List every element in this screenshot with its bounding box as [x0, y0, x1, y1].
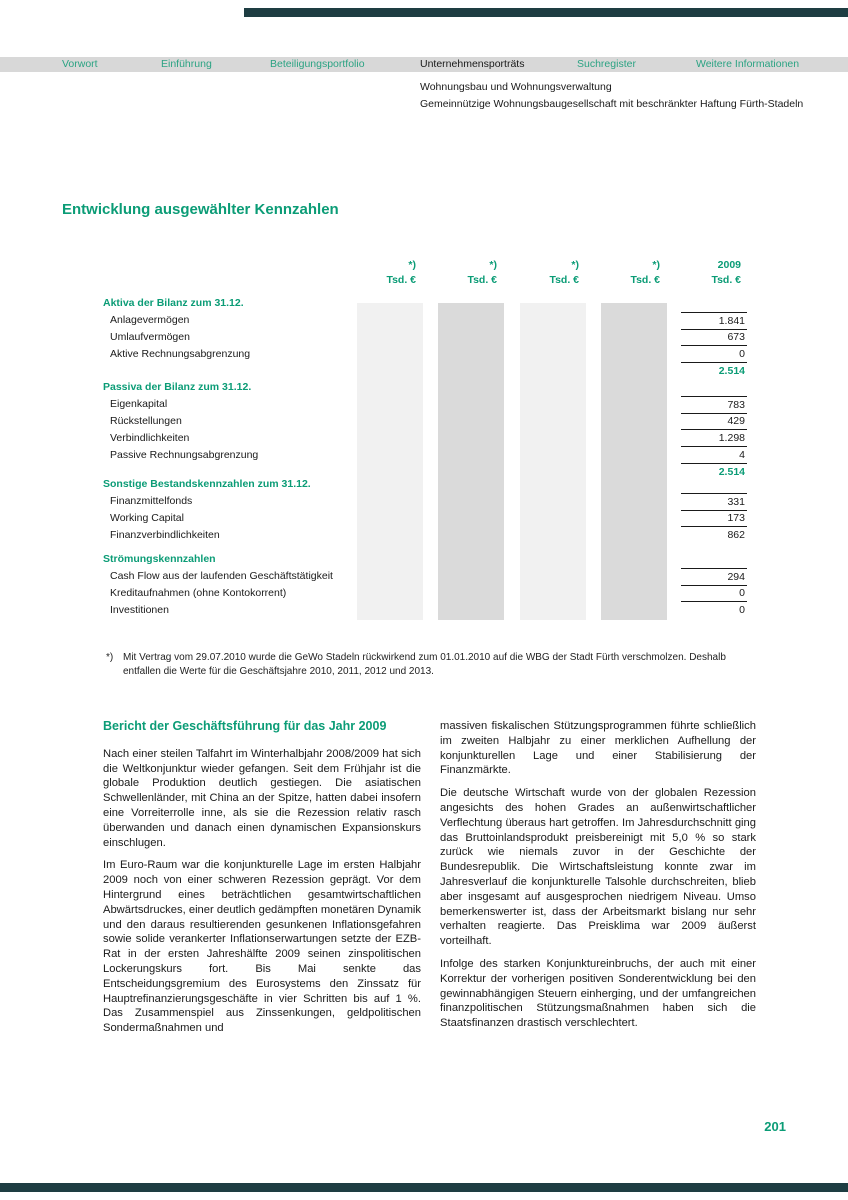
table-row — [0, 396, 848, 413]
page-title: Entwicklung ausgewählter Kennzahlen — [62, 201, 339, 218]
row-value-2009: 429 — [681, 413, 747, 430]
row-label: Eigenkapital — [110, 398, 168, 410]
row-value-2009: 331 — [681, 493, 747, 511]
section-title: Passiva der Bilanz zum 31.12. — [103, 381, 252, 393]
bottom-accent-bar — [0, 1183, 848, 1192]
column-header-footnote-mark: *) — [571, 259, 579, 271]
report-paragraph: Infolge des starken Konjunktureinbruchs, der auch mit einer Korrektur der vorherigen positiven Sonderentwicklung bei den gewinnabhängigen Steuern einherging, und der umfangreichen finanzpolitischen Stützungsmaßnahmen haben sich die Staatsfinanzen drastisch verschlechtert. — [440, 957, 756, 1030]
page-number: 201 — [764, 1119, 786, 1134]
report-paragraph: Im Euro-Raum war die konjunkturelle Lage im ersten Halbjahr 2009 noch von einer schweren Rezession geprägt. Vor dem Hintergrund eines beträchtlichen gesamtwirtschaftlichen Abwärtsdruckes, einer deutlich gedämpften monetären Dynamik und den daraus resultierenden gesunkenen Inflationsgefahren sowie solide verankerter Inflationserwartungen setzte der EZB-Rat in der ersten Jahreshälfte 2009 seinen zinspolitischen Lockerungskurs fort. Bis Mai senkte das Entscheidungsgremium des Eurosystems den Zinssatz für Hauptrefinanzierungsgeschäfte in vier Schritten bis auf 1 %. Das Zusammenspiel aus Zinssenkungen, geldpolitischen Sondermaßnahmen und — [103, 859, 421, 1035]
table-row — [0, 346, 848, 363]
row-label: Anlagevermögen — [110, 314, 190, 326]
row-value-2009: 0 — [739, 604, 745, 616]
table-row — [0, 602, 848, 619]
nav-item-unternehmensportraets[interactable]: Unternehmensporträts — [420, 58, 525, 70]
column-header-footnote-mark: *) — [489, 259, 497, 271]
table-row — [0, 312, 848, 329]
table-footnote — [106, 651, 748, 679]
section-breadcrumb — [420, 79, 803, 112]
table-total-row — [0, 363, 848, 380]
table-row — [0, 527, 848, 544]
row-label: Passive Rechnungsabgrenzung — [110, 449, 259, 461]
nav-item-suchregister[interactable]: Suchregister — [577, 58, 636, 70]
breadcrumb-company: Gemeinnützige Wohnungsbaugesellschaft mit beschränkter Haftung Fürth-Stadeln — [420, 97, 804, 110]
report-paragraph: Nach einer steilen Talfahrt im Winterhalbjahr 2008/2009 hat sich die Weltkonjunktur wieder gefangen. Seit dem Frühjahr ist die globale Produktion deutlich gestiegen. Die asiatischen Schwellenländer, mit China an der Spitze, hatten dabei insofern eine Vorreiterrolle inne, als sie die Rezession relativ rasch überwanden und danach einen dynamischen Expansionskurs einschlugen. — [103, 747, 421, 849]
column-header-unit: Tsd. € — [630, 274, 660, 286]
table-section-stroemungskennzahlen — [0, 551, 848, 619]
row-label: Umlaufvermögen — [110, 331, 190, 343]
row-value-2009: 4 — [681, 447, 747, 464]
report-paragraph: massiven fiskalischen Stützungsprogrammen führte schließlich im zweiten Halbjahr zu einer merklichen Aufhellung der konjunkturellen Lage und einer Stabilisierung der Finanzmärkte. — [440, 720, 756, 777]
row-label: Kreditaufnahmen (ohne Kontokorrent) — [110, 587, 287, 599]
table-row — [0, 430, 848, 447]
nav-item-einfuehrung[interactable]: Einführung — [161, 58, 212, 70]
column-header-year: 2009 — [717, 259, 741, 271]
footnote-text: Mit Vertrag vom 29.07.2010 wurde die GeWo Stadeln rückwirkend zum 01.01.2010 auf die WBG der Stadt Fürth verschmolzen. Deshalb entfallen die Werte für die Geschäftsjahre 2010, 2011, 2012 und 2013. — [123, 652, 726, 677]
column-header-unit: Tsd. € — [386, 274, 416, 286]
report-paragraph: Die deutsche Wirtschaft wurde von der globalen Rezession angesichts des hohen Grades an außenwirtschaftlicher Verflechtung überaus hart getroffen. Im Jahresdurchschnitt ging das Bruttoinlandsprodukt preisbereinigt mit 5,0 % so stark zurück wie niemals zuvor in der Geschichte der Bundesrepublik. Die Wirtschaftsleistung konnte zwar im Jahresverlauf die konjunkturelle Talsohle durchschreiten, blieb aber insgesamt auf ausgesprochen niedrigem Niveau. Umso bemerkenswerter ist, dass der Arbeitsmarkt bislang nur sehr verhalten reagierte. Das Preisklima war 2009 äußerst vorteilhaft. — [440, 787, 756, 948]
report-column-right — [440, 719, 756, 1039]
column-header-unit: Tsd. € — [467, 274, 497, 286]
report-column-left — [103, 719, 421, 1044]
table-section-aktiva — [0, 295, 848, 380]
section-title: Strömungskennzahlen — [103, 553, 216, 565]
section-title: Aktiva der Bilanz zum 31.12. — [103, 297, 244, 309]
column-header-unit: Tsd. € — [711, 274, 741, 286]
row-label: Investitionen — [110, 604, 169, 616]
column-header-unit: Tsd. € — [549, 274, 579, 286]
nav-item-vorwort[interactable]: Vorwort — [62, 58, 98, 70]
row-value-2009: 1.841 — [681, 312, 747, 330]
table-row — [0, 493, 848, 510]
row-label: Cash Flow aus der laufenden Geschäftstätigkeit — [110, 570, 333, 582]
table-row — [0, 447, 848, 464]
table-row — [0, 510, 848, 527]
nav-item-beteiligungsportfolio[interactable]: Beteiligungsportfolio — [270, 58, 365, 70]
section-title: Sonstige Bestandskennzahlen zum 31.12. — [103, 478, 311, 490]
row-value-2009: 783 — [681, 396, 747, 414]
row-label: Rückstellungen — [110, 415, 182, 427]
nav-item-weitere-informationen[interactable]: Weitere Informationen — [696, 58, 800, 70]
row-label: Working Capital — [110, 512, 184, 524]
section-total-2009: 2.514 — [718, 466, 745, 478]
row-value-2009: 173 — [681, 510, 747, 527]
row-label: Aktive Rechnungsabgrenzung — [110, 348, 251, 360]
column-header-footnote-mark: *) — [652, 259, 660, 271]
row-label: Finanzverbindlichkeiten — [110, 529, 220, 541]
row-value-2009: 1.298 — [681, 430, 747, 447]
breadcrumb-category: Wohnungsbau und Wohnungsverwaltung — [420, 81, 612, 93]
table-row — [0, 585, 848, 602]
table-section-passiva — [0, 379, 848, 481]
section-total-2009: 2.514 — [718, 365, 745, 377]
row-value-2009: 862 — [727, 529, 745, 541]
table-section-bestandskennzahlen — [0, 476, 848, 544]
row-label: Verbindlichkeiten — [110, 432, 190, 444]
table-row — [0, 329, 848, 346]
chapter-navbar — [0, 57, 848, 72]
top-accent-bar — [244, 8, 848, 17]
row-value-2009: 0 — [681, 585, 747, 602]
column-header-footnote-mark: *) — [408, 259, 416, 271]
table-row — [0, 568, 848, 585]
footnote-marker: *) — [106, 652, 114, 663]
row-value-2009: 673 — [681, 329, 747, 346]
report-heading: Bericht der Geschäftsführung für das Jahr 2009 — [103, 719, 387, 733]
row-value-2009: 294 — [681, 568, 747, 586]
row-value-2009: 0 — [681, 346, 747, 363]
table-row — [0, 413, 848, 430]
row-label: Finanzmittelfonds — [110, 495, 193, 507]
